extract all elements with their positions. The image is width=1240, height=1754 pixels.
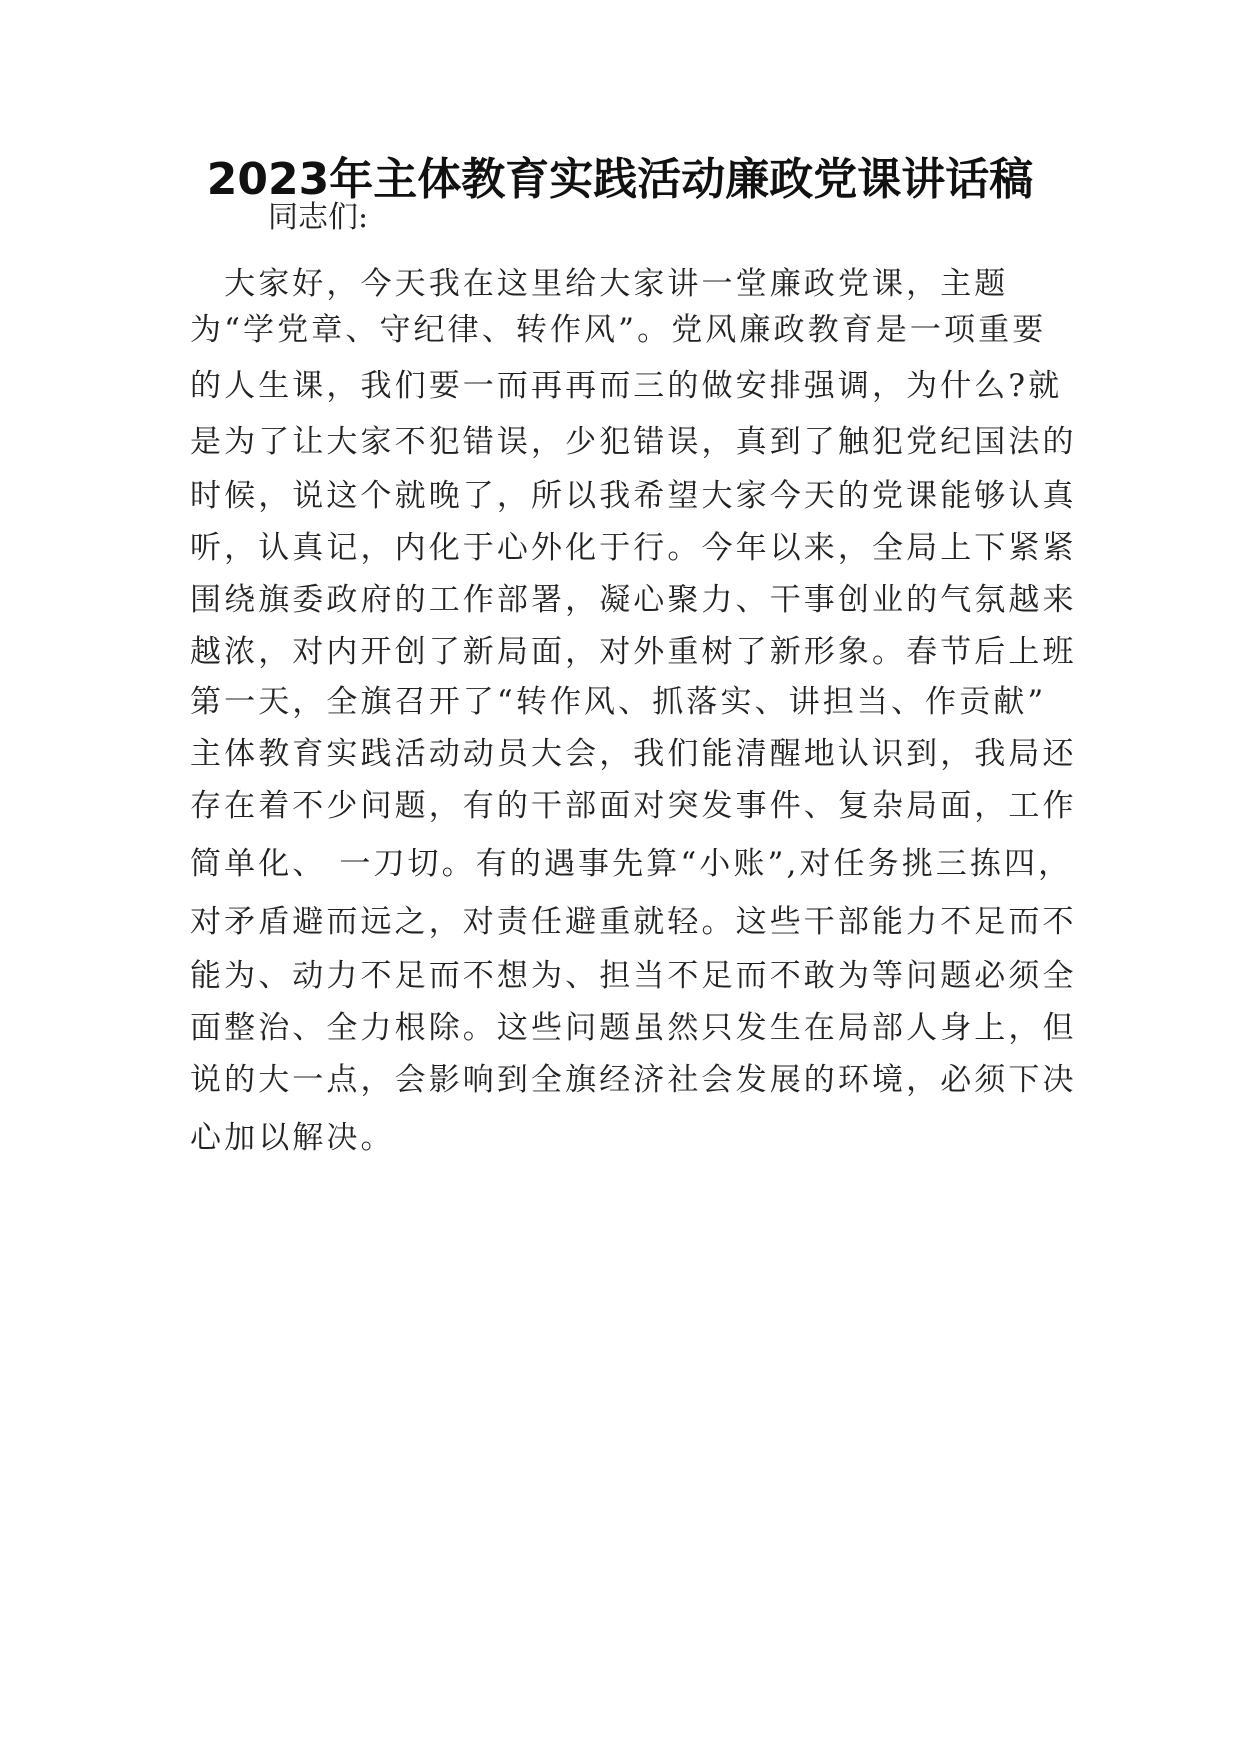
paragraph-line: 为“学党章、守纪律、转作风”。党风廉政教育是一项重要 <box>190 312 1047 348</box>
document-title: 2023年主体教育实践活动廉政党课讲话稿 <box>206 154 1034 205</box>
paragraph-line: 围绕旗委政府的工作部署，凝心聚力、干事创业的气氛越来 <box>190 582 1077 618</box>
paragraph-line: 对矛盾避而远之，对责任避重就轻。这些干部能力不足而不 <box>190 904 1077 940</box>
paragraph-line: 心加以解决。 <box>190 1120 395 1156</box>
salutation: 同志们: <box>268 200 369 235</box>
paragraph-line: 越浓，对内开创了新局面，对外重树了新形象。春节后上班 <box>190 634 1077 670</box>
paragraph-line: 能为、动力不足而不想为、担当不足而不敢为等问题必须全 <box>190 958 1077 994</box>
paragraph-line: 的人生课，我们要一而再再而三的做安排强调，为什么?就 <box>190 368 1063 404</box>
paragraph-line: 主体教育实践活动动员大会，我们能清醒地认识到，我局还 <box>190 736 1077 772</box>
paragraph-line: 说的大一点，会影响到全旗经济社会发展的环境，必须下决 <box>190 1062 1077 1098</box>
paragraph-line: 时候，说这个就晚了，所以我希望大家今天的党课能够认真 <box>190 478 1077 514</box>
paragraph-line: 听，认真记，内化于心外化于行。今年以来，全局上下紧紧 <box>190 530 1077 566</box>
paragraph-line: 第一天，全旗召开了“转作风、抓落实、讲担当、作贡献” <box>190 684 1047 720</box>
paragraph-line: 是为了让大家不犯错误，少犯错误，真到了触犯党纪国法的 <box>190 424 1077 460</box>
paragraph-line: 大家好，今天我在这里给大家讲一堂廉政党课，主题 <box>190 266 1009 302</box>
paragraph-line: 存在着不少问题，有的干部面对突发事件、复杂局面，工作 <box>190 788 1077 824</box>
paragraph-line: 面整治、全力根除。这些问题虽然只发生在局部人身上，但 <box>190 1010 1077 1046</box>
paragraph-line: 简单化、 一刀切。有的遇事先算“小账”,对任务挑三拣四， <box>190 846 1073 882</box>
